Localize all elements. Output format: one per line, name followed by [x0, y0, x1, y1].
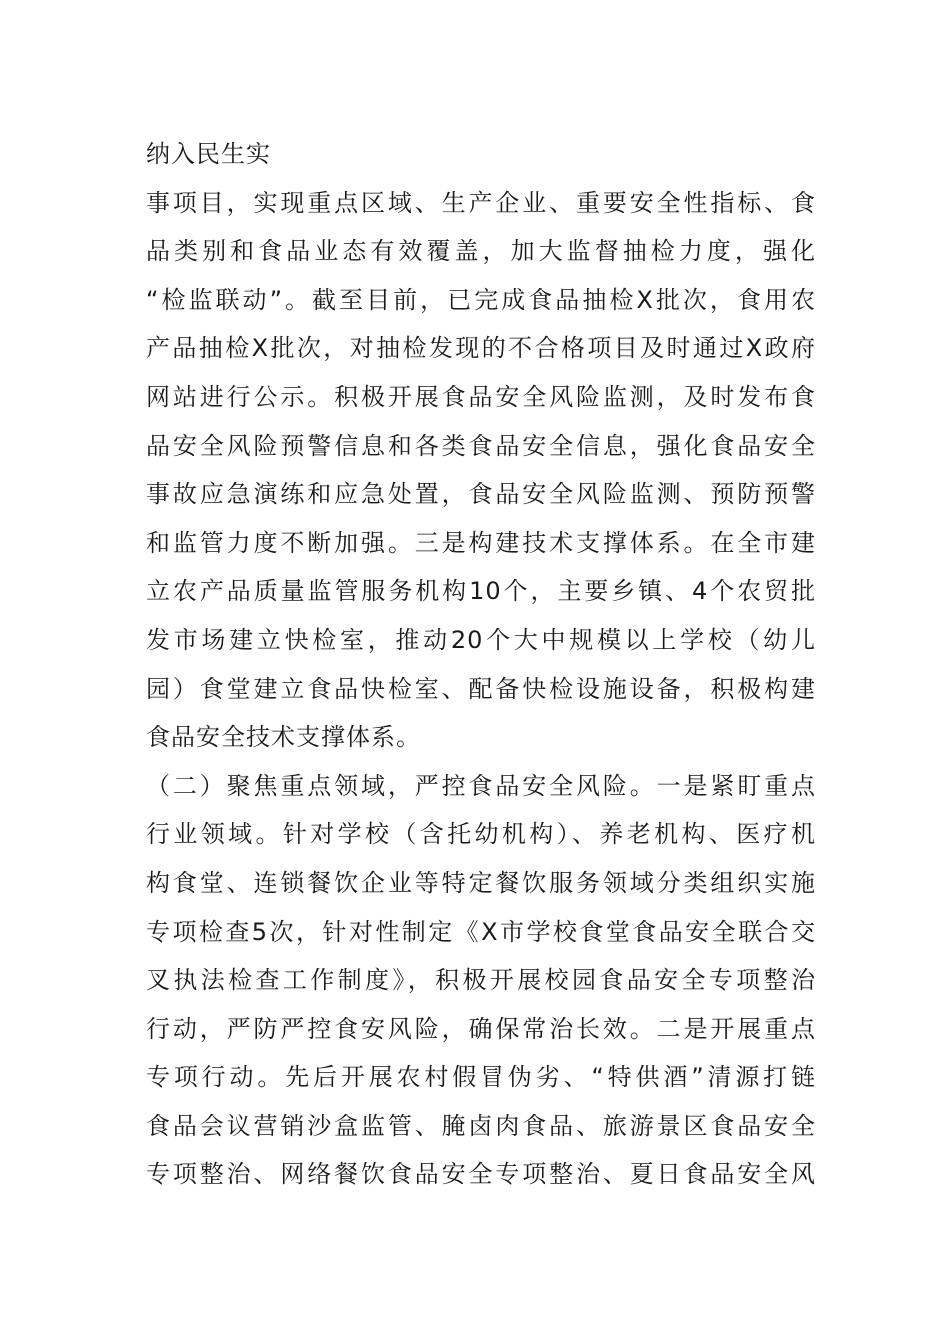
text-line: 食品安全技术支撑体系。	[146, 723, 421, 752]
text-line: 产品抽检X批次，对抽检发现的不合格项目及时通过X政府	[146, 334, 816, 363]
text-line: 纳入民生实	[146, 140, 271, 168]
text-line: 专项检查5次，针对性制定《X市学校食堂食品安全联合交	[146, 917, 816, 946]
text-line: 行业领域。针对学校（含托幼机构）、养老机构、医疗机	[146, 820, 816, 849]
text-line: 叉执法检查工作制度》，积极开展校园食品安全专项整治	[146, 966, 816, 995]
text-line: 构食堂、连锁餐饮企业等特定餐饮服务领域分类组织实施	[146, 868, 816, 897]
text-line: 品类别和食品业态有效覆盖，加大监督抽检力度，强化	[146, 237, 816, 266]
text-line: 和监管力度不断加强。三是构建技术支撑体系。在全市建	[146, 528, 816, 557]
text-line: 专项行动。先后开展农村假冒伪劣、“特供酒”清源打链	[146, 1063, 816, 1092]
text-line: 立农产品质量监管服务机构10个，主要乡镇、4个农贸批	[146, 577, 816, 606]
text-line: 园）食堂建立食品快检室、配备快检设施设备，积极构建	[146, 674, 816, 703]
text-line: “检监联动”。截至目前，已完成食品抽检X批次，食用农	[146, 285, 816, 314]
text-line: 网站进行公示。积极开展食品安全风险监测，及时发布食	[146, 382, 816, 411]
text-line: （二）聚焦重点领域，严控食品安全风险。一是紧盯重点	[146, 771, 816, 800]
text-line: 事故应急演练和应急处置，食品安全风险监测、预防预警	[146, 480, 816, 509]
text-line: 行动，严防严控食安风险，确保常治长效。二是开展重点	[146, 1014, 816, 1043]
text-line: 品安全风险预警信息和各类食品安全信息，强化食品安全	[146, 431, 816, 460]
text-line: 食品会议营销沙盒监管、腌卤肉食品、旅游景区食品安全	[146, 1111, 816, 1140]
text-line: 事项目，实现重点区域、生产企业、重要安全性指标、食	[146, 188, 816, 217]
text-line: 专项整治、网络餐饮食品安全专项整治、夏日食品安全风	[146, 1160, 816, 1189]
text-line: 发市场建立快检室，推动20个大中规模以上学校（幼儿	[146, 625, 816, 654]
document-body	[146, 130, 816, 1199]
